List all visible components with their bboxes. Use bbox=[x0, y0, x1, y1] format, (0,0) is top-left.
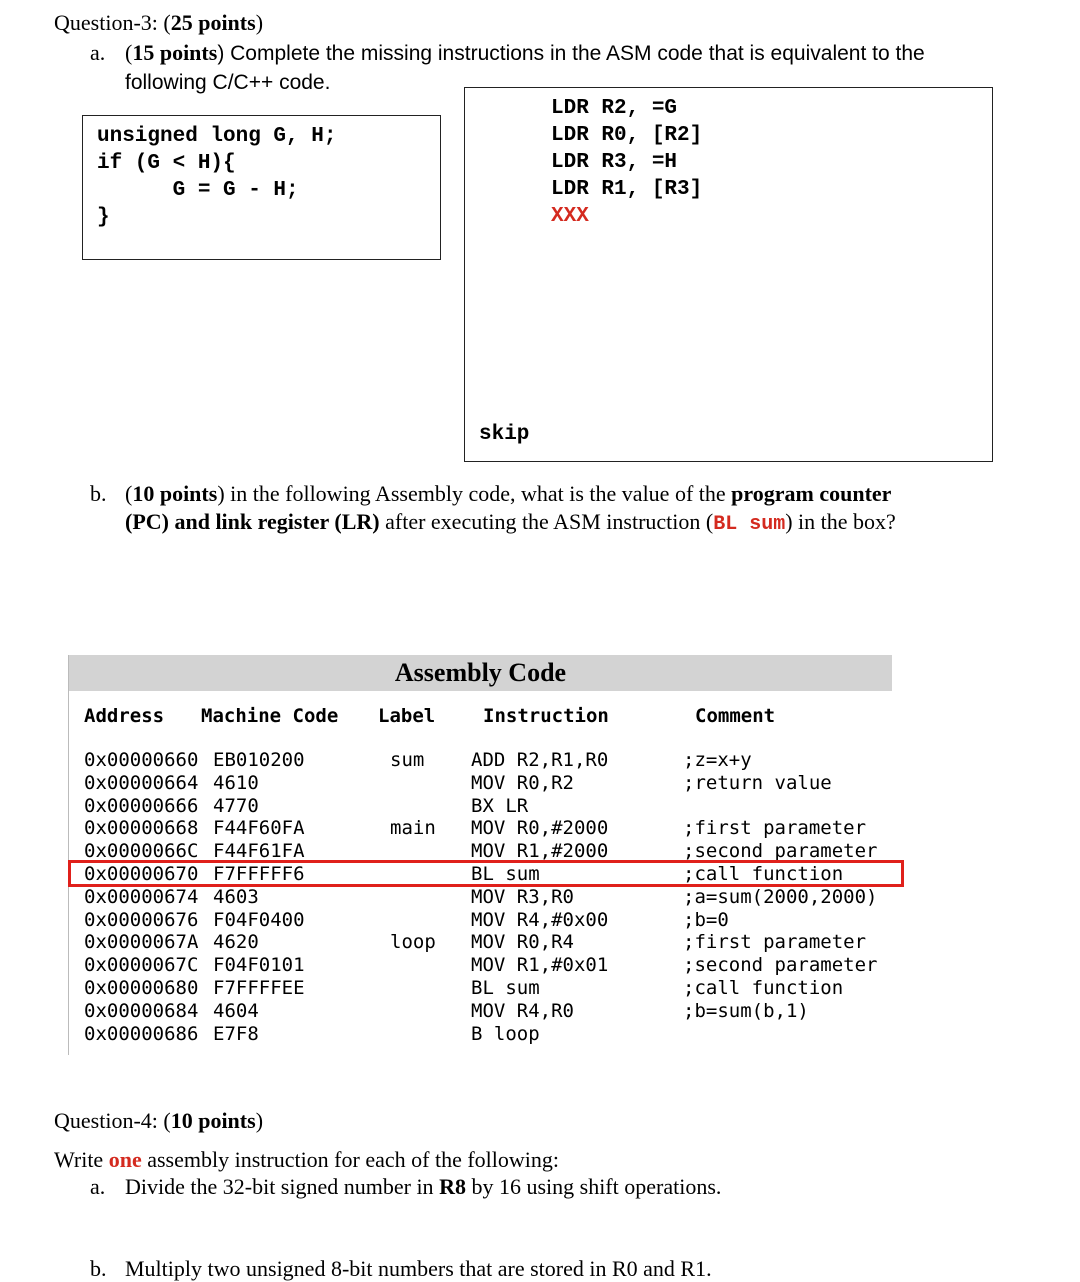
cell-address: 0x00000684 bbox=[84, 999, 199, 1022]
cell-comment: ;a=sum(2000,2000) bbox=[683, 885, 878, 908]
cell-machine-code: 4603 bbox=[213, 885, 259, 908]
cell-instruction: B loop bbox=[471, 1022, 540, 1045]
c-code-line: } bbox=[97, 206, 110, 229]
c-code-line: if (G < H){ bbox=[97, 152, 236, 175]
q4-part-b-text: Multiply two unsigned 8-bit numbers that are stored in R0 and R1. bbox=[125, 1256, 712, 1281]
cell-instruction: MOV R4,#0x00 bbox=[471, 908, 609, 931]
cell-address: 0x00000668 bbox=[84, 817, 199, 840]
column-header-comment: Comment bbox=[695, 705, 776, 727]
part-b-letter: b. bbox=[90, 481, 107, 506]
cell-instruction: MOV R4,R0 bbox=[471, 999, 574, 1022]
cell-address: 0x00000670 bbox=[84, 863, 199, 885]
cell-machine-code: F04F0400 bbox=[213, 908, 305, 931]
cell-machine-code: 4770 bbox=[213, 794, 259, 817]
highlight-box-bl-sum bbox=[68, 860, 904, 887]
cell-machine-code: F44F60FA bbox=[213, 817, 305, 840]
cell-address: 0x00000686 bbox=[84, 1022, 199, 1045]
cell-machine-code: EB010200 bbox=[213, 749, 305, 771]
cell-comment: ;call function bbox=[683, 977, 844, 999]
table-title: Assembly Code bbox=[69, 655, 892, 691]
cell-instruction: MOV R0,#2000 bbox=[471, 817, 609, 840]
cell-address: 0x0000067C bbox=[84, 954, 199, 977]
cell-comment: ;b=sum(b,1) bbox=[683, 999, 809, 1022]
cell-comment: ;b=0 bbox=[683, 908, 729, 931]
c-code-line: G = G - H; bbox=[97, 179, 299, 202]
cell-label: loop bbox=[390, 931, 436, 954]
cell-machine-code: 4620 bbox=[213, 931, 259, 954]
cell-address: 0x00000660 bbox=[84, 749, 199, 771]
question-4-intro: Write one assembly instruction for each of the following: bbox=[54, 1147, 559, 1172]
cell-machine-code: 4604 bbox=[213, 999, 259, 1022]
column-header-address: Address bbox=[84, 705, 165, 727]
cell-address: 0x00000666 bbox=[84, 794, 199, 817]
c-code-line: unsigned long G, H; bbox=[97, 125, 337, 148]
q4-part-b-letter: b. bbox=[90, 1256, 107, 1281]
cell-label: main bbox=[390, 817, 436, 840]
cell-comment: ;first parameter bbox=[683, 817, 867, 840]
cell-address: 0x00000676 bbox=[84, 908, 199, 931]
asm-line: LDR R0, [R2] bbox=[551, 124, 703, 147]
column-header-machine-code: Machine Code bbox=[201, 705, 339, 727]
cell-instruction: BX LR bbox=[471, 794, 529, 817]
cell-instruction: MOV R3,R0 bbox=[471, 885, 574, 908]
cell-label: sum bbox=[390, 749, 425, 771]
q4-part-a-text: Divide the 32-bit signed number in R8 by 16 using shift operations. bbox=[125, 1174, 722, 1199]
cell-comment: ;z=x+y bbox=[683, 749, 752, 771]
asm-answer-box bbox=[464, 87, 993, 462]
cell-machine-code: F7FFFFEE bbox=[213, 977, 305, 999]
cell-machine-code: F44F61FA bbox=[213, 840, 305, 863]
cell-machine-code: E7F8 bbox=[213, 1022, 259, 1045]
cell-address: 0x0000067A bbox=[84, 931, 199, 954]
c-code-box bbox=[82, 115, 441, 260]
asm-line: LDR R2, =G bbox=[551, 97, 678, 120]
asm-line: LDR R3, =H bbox=[551, 151, 678, 174]
cell-comment: ;call function bbox=[683, 863, 844, 885]
part-a-letter: a. bbox=[90, 40, 106, 65]
part-a-text-line1: (15 points) Complete the missing instructions in the ASM code that is equivalent to the bbox=[125, 40, 925, 65]
cell-instruction: MOV R0,R2 bbox=[471, 771, 574, 794]
cell-address: 0x0000066C bbox=[84, 840, 199, 863]
cell-comment: ;return value bbox=[683, 771, 832, 794]
cell-machine-code: F04F0101 bbox=[213, 954, 305, 977]
column-header-instruction: Instruction bbox=[483, 705, 609, 727]
cell-address: 0x00000674 bbox=[84, 885, 199, 908]
cell-address: 0x00000680 bbox=[84, 977, 199, 999]
assembly-code-table bbox=[68, 655, 892, 1055]
cell-instruction: MOV R1,#0x01 bbox=[471, 954, 609, 977]
cell-comment: ;second parameter bbox=[683, 954, 878, 977]
cell-instruction: BL sum bbox=[471, 977, 540, 999]
cell-comment: ;first parameter bbox=[683, 931, 867, 954]
cell-instruction: ADD R2,R1,R0 bbox=[471, 749, 609, 771]
cell-instruction: MOV R0,R4 bbox=[471, 931, 574, 954]
asm-line: LDR R1, [R3] bbox=[551, 178, 703, 201]
q4-part-a-letter: a. bbox=[90, 1174, 106, 1199]
part-a-text-line2: following C/C++ code. bbox=[125, 71, 331, 94]
asm-skip-label: skip bbox=[479, 423, 530, 446]
question-4-heading: Question-4: (10 points) bbox=[54, 1108, 264, 1133]
column-header-label: Label bbox=[378, 705, 436, 727]
part-b-text-line2: (PC) and link register (LR) after executing the ASM instruction (BL sum) in the box? bbox=[125, 509, 896, 536]
cell-instruction: MOV R1,#2000 bbox=[471, 840, 609, 863]
cell-comment: ;second parameter bbox=[683, 840, 878, 863]
part-b-text-line1: (10 points) in the following Assembly code, what is the value of the program counter bbox=[125, 481, 892, 506]
asm-missing-placeholder: XXX bbox=[551, 205, 589, 228]
cell-machine-code: F7FFFFF6 bbox=[213, 863, 305, 885]
cell-machine-code: 4610 bbox=[213, 771, 259, 794]
question-3-heading: Question-3: (25 points) bbox=[54, 10, 264, 35]
cell-instruction: BL sum bbox=[471, 863, 540, 885]
cell-address: 0x00000664 bbox=[84, 771, 199, 794]
